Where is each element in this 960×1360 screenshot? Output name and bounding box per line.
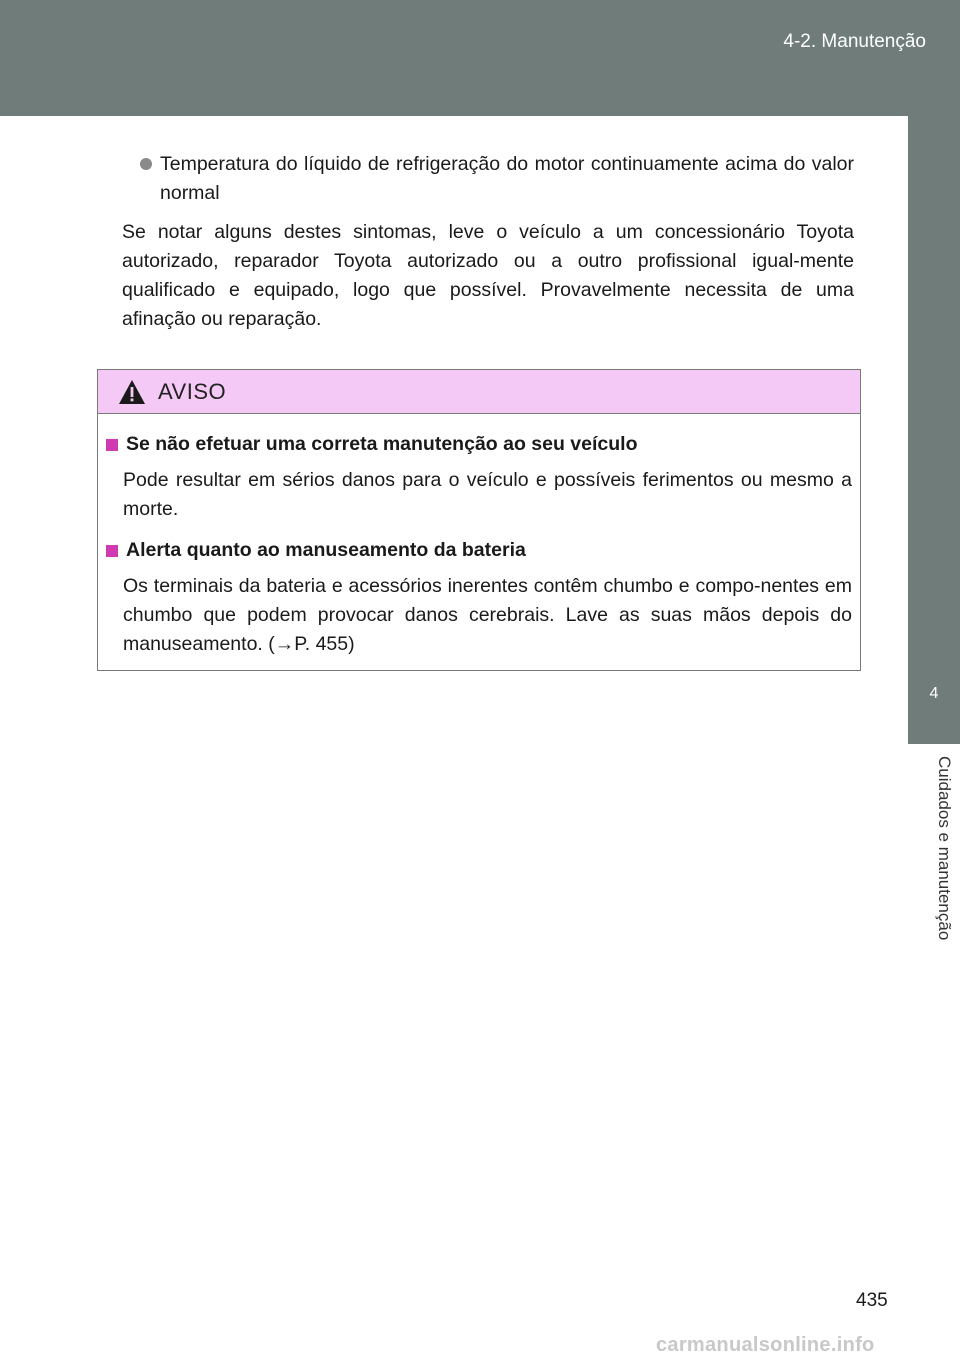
page-number: 435 [856, 1290, 888, 1311]
warning-item-heading [106, 536, 852, 565]
side-tab-top [908, 116, 960, 644]
bullet-item [122, 150, 854, 208]
warning-header [98, 370, 860, 414]
warning-box [97, 369, 861, 671]
warning-body [98, 414, 860, 659]
chapter-label: Cuidados e manutenção [935, 756, 954, 941]
warning-heading-text: Alerta quanto ao manuseamento da bateria [126, 539, 526, 561]
warning-item-text: Pode resultar em sérios danos para o veículo e possíveis ferimentos ou mesmo a morte. [123, 469, 852, 520]
warning-heading-text: Se não efetuar uma correta manutenção ao seu veículo [126, 433, 638, 455]
main-content [122, 150, 854, 334]
section-title: 4-2. Manutenção [783, 31, 926, 52]
square-bullet-icon [106, 439, 118, 451]
body-paragraph: Se notar alguns destes sintomas, leve o veículo a um concessionário Toyota autorizado, reparador Toyota autorizado ou a outro profissional igual-mente qualificado e equipado, logo que possível. Provavelmente necessita de uma afinação ou reparação. [122, 221, 854, 330]
warning-title: AVISO [158, 378, 227, 404]
square-bullet-icon [106, 545, 118, 557]
chapter-number: 4 [908, 644, 960, 744]
warning-item-heading [106, 430, 852, 459]
bullet-dot-icon [140, 158, 152, 170]
bullet-text: Temperatura do líquido de refrigeração do motor continuamente acima do valor normal [160, 153, 854, 204]
watermark: carmanualsonline.info [656, 1334, 875, 1356]
warning-triangle-icon [118, 379, 146, 405]
header-bar [0, 0, 960, 116]
warning-item-text: Os terminais da bateria e acessórios inerentes contêm chumbo e compo-nentes em chumbo que podem provocar danos cerebrais. Lave as suas mãos depois do manuseamento. (→P. 455) [123, 575, 852, 655]
